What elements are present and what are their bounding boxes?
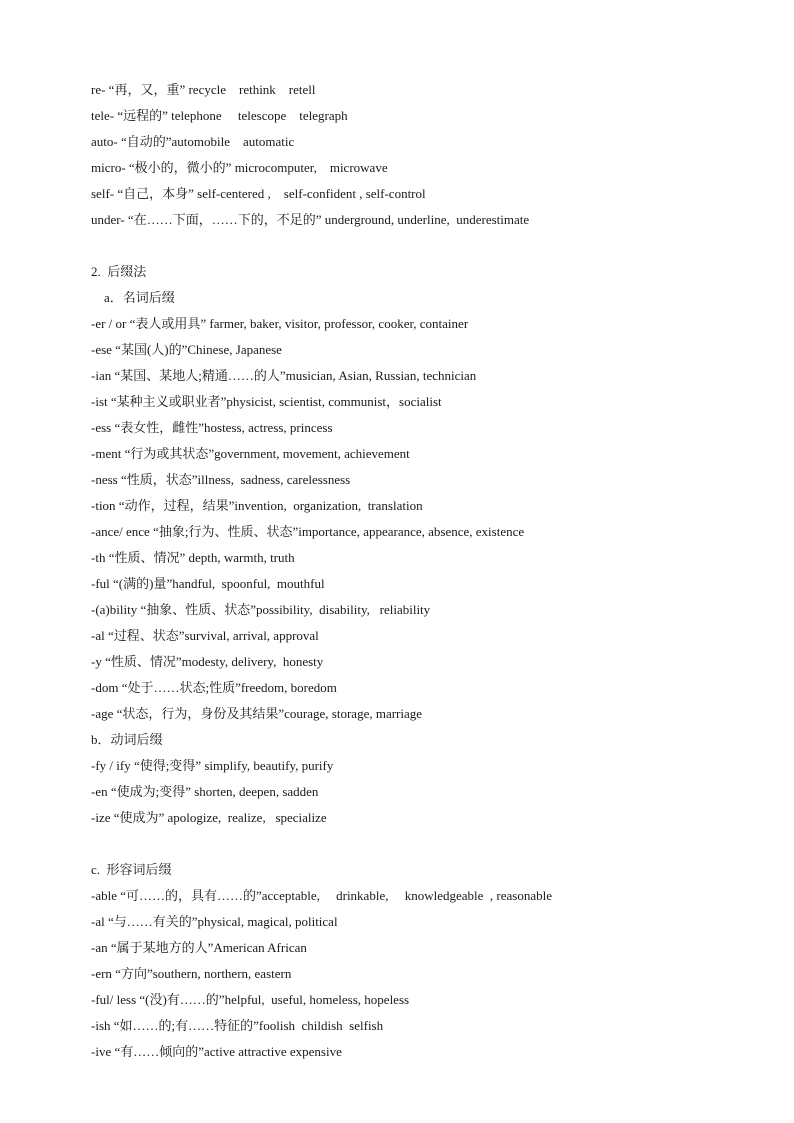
- noun-suffix-line: -ese “某国(人)的”Chinese, Japanese: [91, 342, 282, 357]
- adj-suffix-line: -able “可……的，具有……的”acceptable, drinkable, knowledgeable , reasonable: [91, 888, 552, 903]
- prefix-line: self- “自己，本身” self-centered , self-confident , self-control: [91, 186, 426, 201]
- noun-suffix-line: -ess “表女性，雌性”hostess, actress, princess: [91, 420, 333, 435]
- verb-suffix-line: -fy / ify “使得;变得” simplify, beautify, purify: [91, 758, 334, 773]
- noun-suffix-line: -al “过程、状态”survival, arrival, approval: [91, 628, 319, 643]
- noun-suffix-line: -age “状态，行为，身份及其结果”courage, storage, marriage: [91, 706, 423, 721]
- verb-suffix-line: -en “使成为;变得” shorten, deepen, sadden: [91, 784, 319, 799]
- noun-suffix-line: -ness “性质，状态”illness, sadness, carelessness: [91, 472, 351, 487]
- section-heading-suffix: 2. 后缀法: [91, 264, 147, 279]
- adj-suffix-line: -al “与……有关的”physical, magical, political: [91, 914, 338, 929]
- prefix-line: re- “再，又，重” recycle rethink retell: [91, 82, 316, 97]
- verb-suffix-line: -ize “使成为” apologize, realize, specialize: [91, 810, 327, 825]
- noun-suffix-line: -tion “动作，过程，结果”invention, organization, translation: [91, 498, 423, 513]
- noun-suffix-line: -ist “某种主义或职业者”physicist, scientist, communist，socialist: [91, 394, 442, 409]
- prefix-line: under- “在……下面，……下的，不足的” underground, underline, underestimate: [91, 212, 530, 227]
- noun-suffix-line: -ful “(满的)量”handful, spoonful, mouthful: [91, 576, 325, 591]
- noun-suffix-line: -ian “某国、某地人;精通……的人”musician, Asian, Russian, technician: [91, 368, 477, 383]
- subheading-verb-suffix: b．动词后缀: [91, 732, 163, 747]
- prefix-line: auto- “自动的”automobile automatic: [91, 134, 295, 149]
- noun-suffix-line: -dom “处于……状态;性质”freedom, boredom: [91, 680, 337, 695]
- subheading-noun-suffix: a．名词后缀: [104, 290, 175, 305]
- noun-suffix-line: -th “性质、情况” depth, warmth, truth: [91, 550, 295, 565]
- noun-suffix-line: -ment “行为或其状态”government, movement, achievement: [91, 446, 410, 461]
- subheading-adj-suffix: c. 形容词后缀: [91, 862, 172, 877]
- noun-suffix-line: -er / or “表人或用具” farmer, baker, visitor, professor, cooker, container: [91, 316, 469, 331]
- adj-suffix-line: -an “属于某地方的人”American African: [91, 940, 307, 955]
- noun-suffix-line: -ance/ ence “抽象;行为、性质、状态”importance, appearance, absence, existence: [91, 524, 525, 539]
- adj-suffix-line: -ful/ less “(没)有……的”helpful, useful, homeless, hopeless: [91, 992, 410, 1007]
- noun-suffix-line: -y “性质、情况”modesty, delivery, honesty: [91, 654, 324, 669]
- noun-suffix-line: -(a)bility “抽象、性质、状态”possibility, disability, reliability: [91, 602, 431, 617]
- prefix-line: tele- “远程的” telephone telescope telegraph: [91, 108, 348, 123]
- prefix-line: micro- “极小的，微小的” microcomputer, microwave: [91, 160, 388, 175]
- adj-suffix-line: -ern “方向”southern, northern, eastern: [91, 966, 292, 981]
- adj-suffix-line: -ive “有……倾向的”active attractive expensive: [91, 1044, 342, 1059]
- adj-suffix-line: -ish “如……的;有……特征的”foolish childish selfish: [91, 1018, 384, 1033]
